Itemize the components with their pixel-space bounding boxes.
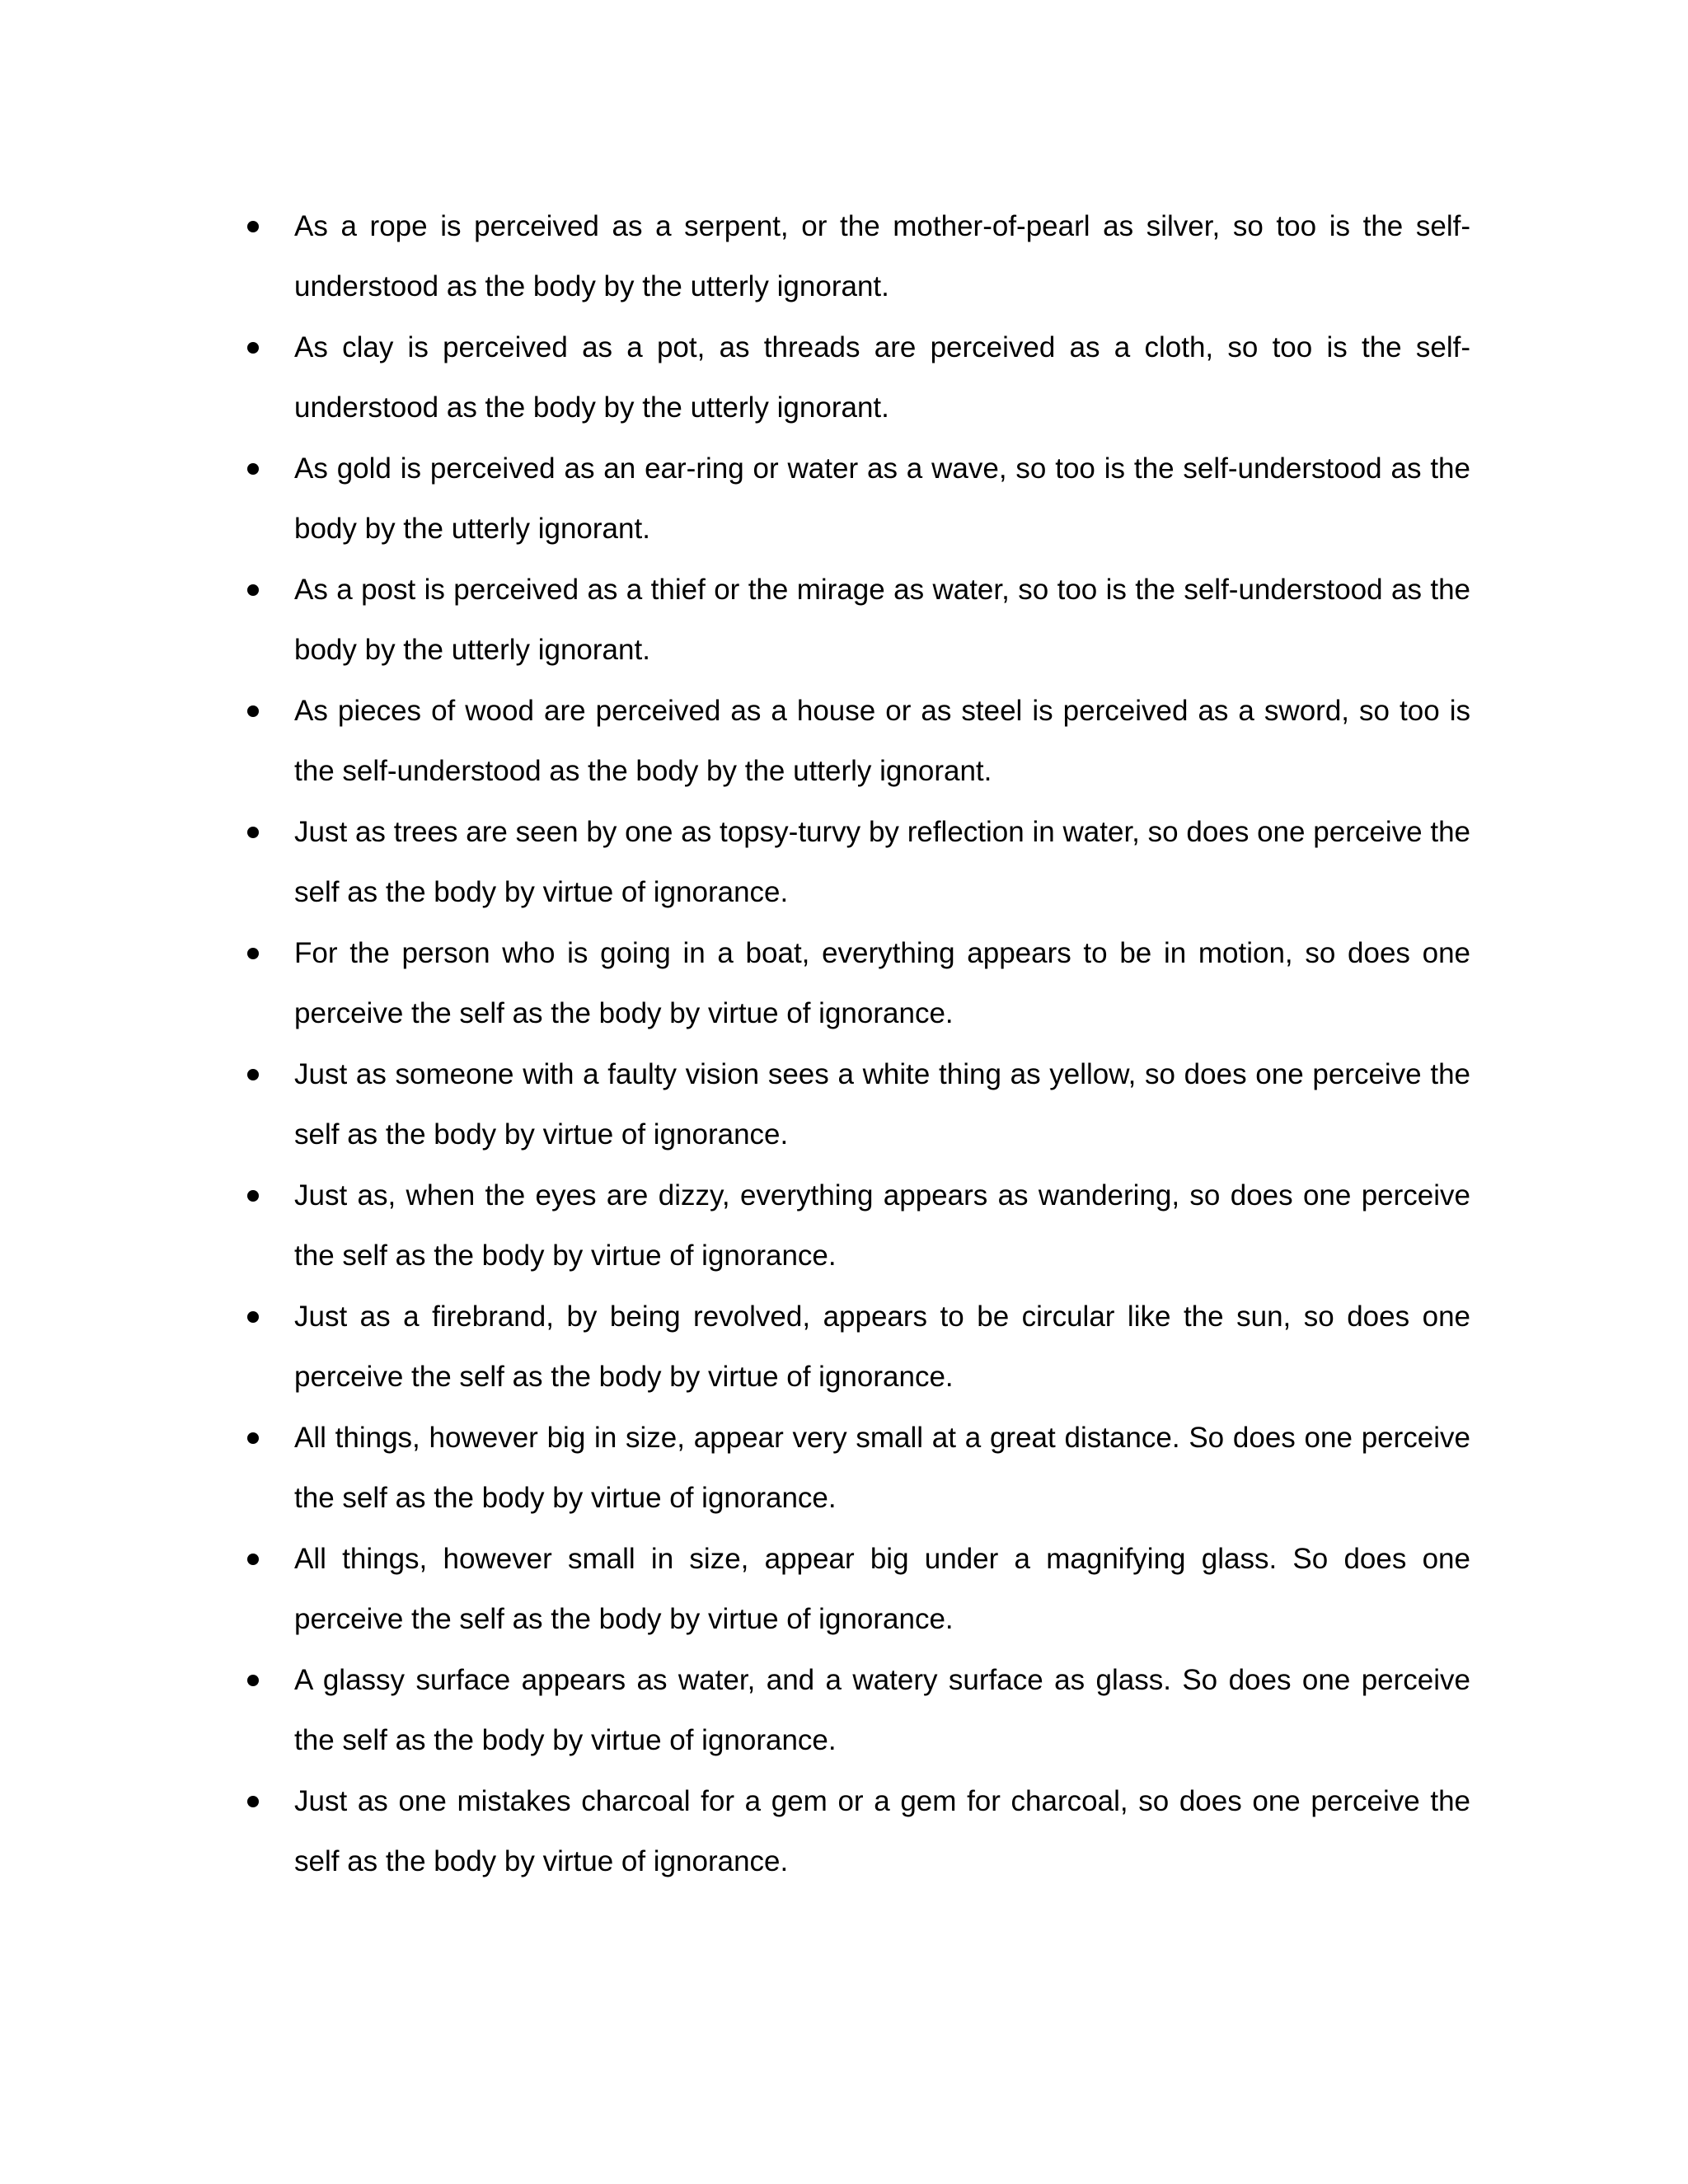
bullet-icon bbox=[247, 1796, 259, 1807]
list-item-text: Just as, when the eyes are dizzy, everything appears as wandering, so does one perceive the self as the body by virtue of ignorance. bbox=[294, 1179, 1470, 1272]
bullet-icon bbox=[247, 1554, 259, 1565]
list-item bbox=[247, 1650, 1470, 1770]
list-item bbox=[247, 196, 1470, 316]
bullet-icon bbox=[247, 463, 259, 475]
list-item-text: Just as a firebrand, by being revolved, appears to be circular like the sun, so does one perceive the self as the body by virtue of ignorance. bbox=[294, 1301, 1470, 1393]
bullet-icon bbox=[247, 221, 259, 232]
list-item bbox=[247, 1286, 1470, 1407]
list-item-text: For the person who is going in a boat, everything appears to be in motion, so does one perceive the self as the body by virtue of ignorance. bbox=[294, 937, 1470, 1029]
bullet-icon bbox=[247, 584, 259, 596]
bullet-icon bbox=[247, 1432, 259, 1444]
list-item bbox=[247, 681, 1470, 801]
list-item-text: All things, however big in size, appear very small at a great distance. So does one perceive the self as the body by virtue of ignorance. bbox=[294, 1422, 1470, 1514]
list-item bbox=[247, 1771, 1470, 1891]
bullet-icon bbox=[247, 827, 259, 838]
list-item-text: As pieces of wood are perceived as a house or as steel is perceived as a sword, so too is the self-understood as the body by the utterly ignorant. bbox=[294, 695, 1470, 787]
list-item-text: As a post is perceived as a thief or the mirage as water, so too is the self-understood as the body by the utterly ignorant. bbox=[294, 574, 1470, 666]
bullet-icon bbox=[247, 1069, 259, 1080]
bullet-icon bbox=[247, 705, 259, 717]
bullet-icon bbox=[247, 1311, 259, 1323]
list-item-text: Just as someone with a faulty vision sees a white thing as yellow, so does one perceive the self as the body by virtue of ignorance. bbox=[294, 1058, 1470, 1151]
bullet-icon bbox=[247, 342, 259, 354]
list-item-text: All things, however small in size, appear big under a magnifying glass. So does one perceive the self as the body by virtue of ignorance. bbox=[294, 1543, 1470, 1635]
bullet-list bbox=[247, 196, 1470, 1892]
list-item-text: As gold is perceived as an ear-ring or water as a wave, so too is the self-understood as the body by the utterly ignorant. bbox=[294, 452, 1470, 545]
list-item bbox=[247, 1165, 1470, 1286]
bullet-icon bbox=[247, 1190, 259, 1202]
bullet-icon bbox=[247, 948, 259, 959]
list-item-text: Just as one mistakes charcoal for a gem or a gem for charcoal, so does one perceive the self as the body by virtue of ignorance. bbox=[294, 1785, 1470, 1877]
list-item bbox=[247, 317, 1470, 438]
list-item bbox=[247, 1044, 1470, 1165]
list-item bbox=[247, 1408, 1470, 1528]
bullet-icon bbox=[247, 1675, 259, 1686]
list-item-text: As a rope is perceived as a serpent, or the mother-of-pearl as silver, so too is the self-understood as the body by the utterly ignorant. bbox=[294, 210, 1470, 302]
list-item bbox=[247, 1529, 1470, 1649]
list-item bbox=[247, 560, 1470, 680]
list-item bbox=[247, 438, 1470, 559]
list-item bbox=[247, 802, 1470, 922]
list-item-text: A glassy surface appears as water, and a watery surface as glass. So does one perceive the self as the body by virtue of ignorance. bbox=[294, 1664, 1470, 1756]
list-item bbox=[247, 923, 1470, 1043]
list-item-text: Just as trees are seen by one as topsy-turvy by reflection in water, so does one perceive the self as the body by virtue of ignorance. bbox=[294, 816, 1470, 908]
list-item-text: As clay is perceived as a pot, as threads are perceived as a cloth, so too is the self-understood as the body by the utterly ignorant. bbox=[294, 331, 1470, 424]
